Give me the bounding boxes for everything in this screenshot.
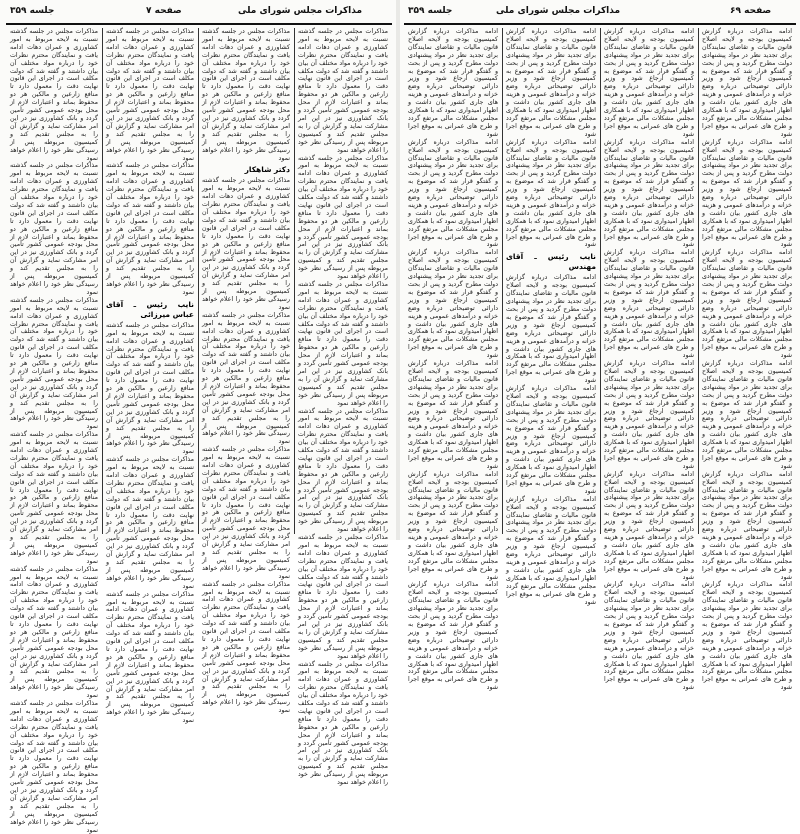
column-text: ادامه مذاکرات درباره گزارش کمیسیون بودجه و لایحه اصلاح قانون مالیات و تقاضای نمایندگان برای تجدید نظر در مواد پیشنهادی دولت مطرح گردید و پس از بحث و گفتگو قرار شد که موضوع به کمیسیون ارجاع شود و وزیر دارائی توضیحاتی درباره وضع خزانه و درآمدهای عمومی و هزینه های جاری کشور بیان داشت و اظهار امیدواری نمود که با همکاری مجلس مشکلات مالی مرتفع گردد و طرح های عمرانی به موقع اجرا شود [604,138,694,249]
column-text: مذاکرات مجلس در جلسه گذشته نسبت به لایحه مربوط به امور کشاورزی و عمران دهات ادامه یافت و نمایندگان محترم نظرات خود را درباره مواد مختلف آن بیان داشتند و گفته شد که دولت مکلف است در اجرای این قانون نهایت دقت را معمول دارد تا منافع زارعین و مالکین هر دو محفوظ بماند و اعتبارات لازم از محل بودجه عمومی کشور تأمین گردد و بانک کشاورزی نیز در این امر مشارکت نماید و گزارش آن را به مجلس تقدیم کند و کمیسیون مربوطه پس از رسیدگی نظر خود را اعلام خواهد نمود [298,281,388,407]
header-rule [6,23,392,25]
left-column-3 [202,28,290,715]
column-text: مذاکرات مجلس در جلسه گذشته نسبت به لایحه مربوط به امور کشاورزی و عمران دهات ادامه یافت و نمایندگان محترم نظرات خود را درباره مواد مختلف آن بیان داشتند و گفته شد که دولت مکلف است در اجرای این قانون نهایت دقت را معمول دارد تا منافع زارعین و مالکین هر دو محفوظ بماند و اعتبارات لازم از محل بودجه عمومی کشور تأمین گردد و بانک کشاورزی نیز در این امر مشارکت نماید و گزارش آن را به مجلس تقدیم کند و کمیسیون مربوطه پس از رسیدگی نظر خود را اعلام خواهد نمود [202,446,290,580]
column-text: ادامه مذاکرات درباره گزارش کمیسیون بودجه و لایحه اصلاح قانون مالیات و تقاضای نمایندگان برای تجدید نظر در مواد پیشنهادی دولت مطرح گردید و پس از بحث و گفتگو قرار شد که موضوع به کمیسیون ارجاع شود و وزیر دارائی توضیحاتی درباره وضع خزانه و درآمدهای عمومی و هزینه های جاری کشور بیان داشت و اظهار امیدواری نمود که با همکاری مجلس مشکلات مالی مرتفع گردد و طرح های عمرانی به موقع اجرا شود [408,470,498,581]
right-column-2 [506,28,596,606]
column-rule [102,28,103,534]
header-rule [404,23,796,25]
column-text: مذاکرات مجلس در جلسه گذشته نسبت به لایحه مربوط به امور کشاورزی و عمران دهات ادامه یافت و نمایندگان محترم نظرات خود را درباره مواد مختلف آن بیان داشتند و گفته شد که دولت مکلف است در اجرای این قانون نهایت دقت را معمول دارد تا منافع زارعین و مالکین هر دو محفوظ بماند و اعتبارات لازم از محل بودجه عمومی کشور تأمین گردد و بانک کشاورزی نیز در این امر مشارکت نماید و گزارش آن را به مجلس تقدیم کند و کمیسیون مربوطه پس از رسیدگی نظر خود را اعلام خواهد نمود [202,177,290,311]
right-page-number: صفحه ۶۹ [730,6,772,16]
column-text: مذاکرات مجلس در جلسه گذشته نسبت به لایحه مربوط به امور کشاورزی و عمران دهات ادامه یافت و نمایندگان محترم نظرات خود را درباره مواد مختلف آن بیان داشتند و گفته شد که دولت مکلف است در اجرای این قانون نهایت دقت را معمول دارد تا منافع زارعین و مالکین هر دو محفوظ بماند و اعتبارات لازم از محل بودجه عمومی کشور تأمین گردد و بانک کشاورزی نیز در این امر مشارکت نماید و گزارش آن را به مجلس تقدیم کند و کمیسیون مربوطه پس از رسیدگی نظر خود را اعلام خواهد نمود [298,154,388,281]
left-column-4 [298,28,388,787]
column-text: ادامه مذاکرات درباره گزارش کمیسیون بودجه و لایحه اصلاح قانون مالیات و تقاضای نمایندگان برای تجدید نظر در مواد پیشنهادی دولت مطرح گردید و پس از بحث و گفتگو قرار شد که موضوع به کمیسیون ارجاع شود و وزیر دارائی توضیحاتی درباره وضع خزانه و درآمدهای عمومی و هزینه های جاری کشور بیان داشت و اظهار امیدواری نمود که با همکاری مجلس مشکلات مالی مرتفع گردد و طرح های عمرانی به موقع اجرا شود [408,360,498,470]
right-page-title: مذاکرات مجلس شورای ملی [496,6,621,16]
column-text: مذاکرات مجلس در جلسه گذشته نسبت به لایحه مربوط به امور کشاورزی و عمران دهات ادامه یافت و نمایندگان محترم نظرات خود را درباره مواد مختلف آن بیان داشتند و گفته شد که دولت مکلف است در اجرای این قانون نهایت دقت را معمول دارد تا منافع زارعین و مالکین هر دو محفوظ بماند و اعتبارات لازم از محل بودجه عمومی کشور تأمین گردد و بانک کشاورزی نیز در این امر مشارکت نماید و گزارش آن را به مجلس تقدیم کند و کمیسیون مربوطه پس از رسیدگی نظر خود را اعلام خواهد نمود [10,28,98,162]
author-heading: دکتر شاهکار [244,165,290,175]
column-text: ادامه مذاکرات درباره گزارش کمیسیون بودجه و لایحه اصلاح قانون مالیات و تقاضای نمایندگان برای تجدید نظر در مواد پیشنهادی دولت مطرح گردید و پس از بحث و گفتگو قرار شد که موضوع به کمیسیون ارجاع شود و وزیر دارائی توضیحاتی درباره وضع خزانه و درآمدهای عمومی و هزینه های جاری کشور بیان داشت و اظهار امیدواری نمود که با همکاری مجلس مشکلات مالی مرتفع گردد و طرح های عمرانی به موقع اجرا شود [604,581,694,692]
speaker-heading: نایب رئیس ـ آقای مهندس [506,252,596,272]
column-text: مذاکرات مجلس در جلسه گذشته نسبت به لایحه مربوط به امور کشاورزی و عمران دهات ادامه یافت و نمایندگان محترم نظرات خود را درباره مواد مختلف آن بیان داشتند و گفته شد که دولت مکلف است در اجرای این قانون نهایت دقت را معمول دارد تا منافع زارعین و مالکین هر دو محفوظ بماند و اعتبارات لازم از محل بودجه عمومی کشور تأمین گردد و بانک کشاورزی نیز در این امر مشارکت نماید و گزارش آن را به مجلس تقدیم کند و کمیسیون مربوطه پس از رسیدگی نظر خود را اعلام خواهد نمود [298,28,388,154]
column-text: ادامه مذاکرات درباره گزارش کمیسیون بودجه و لایحه اصلاح قانون مالیات و تقاضای نمایندگان برای تجدید نظر در مواد پیشنهادی دولت مطرح گردید و پس از بحث و گفتگو قرار شد که موضوع به کمیسیون ارجاع شود و وزیر دارائی توضیحاتی درباره وضع خزانه و درآمدهای عمومی و هزینه های جاری کشور بیان داشت و اظهار امیدواری نمود که با همکاری مجلس مشکلات مالی مرتفع گردد و طرح های عمرانی به موقع اجرا شود [604,360,694,470]
column-text: مذاکرات مجلس در جلسه گذشته نسبت به لایحه مربوط به امور کشاورزی و عمران دهات ادامه یافت و نمایندگان محترم نظرات خود را درباره مواد مختلف آن بیان داشتند و گفته شد که دولت مکلف است در اجرای این قانون نهایت دقت را معمول دارد تا منافع زارعین و مالکین هر دو محفوظ بماند و اعتبارات لازم از محل بودجه عمومی کشور تأمین گردد و بانک کشاورزی نیز در این امر مشارکت نماید و گزارش آن را به مجلس تقدیم کند و کمیسیون مربوطه پس از رسیدگی نظر خود را اعلام خواهد نمود [202,311,290,446]
column-rule [600,28,601,534]
column-text: ادامه مذاکرات درباره گزارش کمیسیون بودجه و لایحه اصلاح قانون مالیات و تقاضای نمایندگان برای تجدید نظر در مواد پیشنهادی دولت مطرح گردید و پس از بحث و گفتگو قرار شد که موضوع به کمیسیون ارجاع شود و وزیر دارائی توضیحاتی درباره وضع خزانه و درآمدهای عمومی و هزینه های جاری کشور بیان داشت و اظهار امیدواری نمود که با همکاری مجلس مشکلات مالی مرتفع گردد و طرح های عمرانی به موقع اجرا شود [604,249,694,360]
left-column-2 [106,28,194,725]
column-text: ادامه مذاکرات درباره گزارش کمیسیون بودجه و لایحه اصلاح قانون مالیات و تقاضای نمایندگان برای تجدید نظر در مواد پیشنهادی دولت مطرح گردید و پس از بحث و گفتگو قرار شد که موضوع به کمیسیون ارجاع شود و وزیر دارائی توضیحاتی درباره وضع خزانه و درآمدهای عمومی و هزینه های جاری کشور بیان داشت و اظهار امیدواری نمود که با همکاری مجلس مشکلات مالی مرتفع گردد و طرح های عمرانی به موقع اجرا شود [506,28,596,138]
column-text: مذاکرات مجلس در جلسه گذشته نسبت به لایحه مربوط به امور کشاورزی و عمران دهات ادامه یافت و نمایندگان محترم نظرات خود را درباره مواد مختلف آن بیان داشتند و گفته شد که دولت مکلف است در اجرای این قانون نهایت دقت را معمول دارد تا منافع زارعین و مالکین هر دو محفوظ بماند و اعتبارات لازم از محل بودجه عمومی کشور تأمین گردد و بانک کشاورزی نیز در این امر مشارکت نماید و گزارش آن را به مجلس تقدیم کند و کمیسیون مربوطه پس از رسیدگی نظر خود را اعلام خواهد نمود [106,321,194,456]
column-text: ادامه مذاکرات درباره گزارش کمیسیون بودجه و لایحه اصلاح قانون مالیات و تقاضای نمایندگان برای تجدید نظر در مواد پیشنهادی دولت مطرح گردید و پس از بحث و گفتگو قرار شد که موضوع به کمیسیون ارجاع شود و وزیر دارائی توضیحاتی درباره وضع خزانه و درآمدهای عمومی و هزینه های جاری کشور بیان داشت و اظهار امیدواری نمود که با همکاری مجلس مشکلات مالی مرتفع گردد و طرح های عمرانی به موقع اجرا شود [408,138,498,249]
column-text: مذاکرات مجلس در جلسه گذشته نسبت به لایحه مربوط به امور کشاورزی و عمران دهات ادامه یافت و نمایندگان محترم نظرات خود را درباره مواد مختلف آن بیان داشتند و گفته شد که دولت مکلف است در اجرای این قانون نهایت دقت را معمول دارد تا منافع زارعین و مالکین هر دو محفوظ بماند و اعتبارات لازم از محل بودجه عمومی کشور تأمین گردد و بانک کشاورزی نیز در این امر مشارکت نماید و گزارش آن را به مجلس تقدیم کند و کمیسیون مربوطه پس از رسیدگی نظر خود را اعلام خواهد نمود [10,565,98,700]
left-page [6,4,392,834]
column-text: مذاکرات مجلس در جلسه گذشته نسبت به لایحه مربوط به امور کشاورزی و عمران دهات ادامه یافت و نمایندگان محترم نظرات خود را درباره مواد مختلف آن بیان داشتند و گفته شد که دولت مکلف است در اجرای این قانون نهایت دقت را معمول دارد تا منافع زارعین و مالکین هر دو محفوظ بماند و اعتبارات لازم از محل بودجه عمومی کشور تأمین گردد و بانک کشاورزی نیز در این امر مشارکت نماید و گزارش آن را به مجلس تقدیم کند و کمیسیون مربوطه پس از رسیدگی نظر خود را اعلام خواهد نمود [106,162,194,296]
column-text: ادامه مذاکرات درباره گزارش کمیسیون بودجه و لایحه اصلاح قانون مالیات و تقاضای نمایندگان برای تجدید نظر در مواد پیشنهادی دولت مطرح گردید و پس از بحث و گفتگو قرار شد که موضوع به کمیسیون ارجاع شود و وزیر دارائی توضیحاتی درباره وضع خزانه و درآمدهای عمومی و هزینه های جاری کشور بیان داشت و اظهار امیدواری نمود که با همکاری مجلس مشکلات مالی مرتفع گردد و طرح های عمرانی به موقع اجرا شود [408,581,498,692]
column-text: ادامه مذاکرات درباره گزارش کمیسیون بودجه و لایحه اصلاح قانون مالیات و تقاضای نمایندگان برای تجدید نظر در مواد پیشنهادی دولت مطرح گردید و پس از بحث و گفتگو قرار شد که موضوع به کمیسیون ارجاع شود و وزیر دارائی توضیحاتی درباره وضع خزانه و درآمدهای عمومی و هزینه های جاری کشور بیان داشت و اظهار امیدواری نمود که با همکاری مجلس مشکلات مالی مرتفع گردد و طرح های عمرانی به موقع اجرا شود [702,470,792,581]
right-column-3 [604,28,694,692]
column-text: ادامه مذاکرات درباره گزارش کمیسیون بودجه و لایحه اصلاح قانون مالیات و تقاضای نمایندگان برای تجدید نظر در مواد پیشنهادی دولت مطرح گردید و پس از بحث و گفتگو قرار شد که موضوع به کمیسیون ارجاع شود و وزیر دارائی توضیحاتی درباره وضع خزانه و درآمدهای عمومی و هزینه های جاری کشور بیان داشت و اظهار امیدواری نمود که با همکاری مجلس مشکلات مالی مرتفع گردد و طرح های عمرانی به موقع اجرا شود [506,274,596,385]
column-text: مذاکرات مجلس در جلسه گذشته نسبت به لایحه مربوط به امور کشاورزی و عمران دهات ادامه یافت و نمایندگان محترم نظرات خود را درباره مواد مختلف آن بیان داشتند و گفته شد که دولت مکلف است در اجرای این قانون نهایت دقت را معمول دارد تا منافع زارعین و مالکین هر دو محفوظ بماند و اعتبارات لازم از محل بودجه عمومی کشور تأمین گردد و بانک کشاورزی نیز در این امر مشارکت نماید و گزارش آن را به مجلس تقدیم کند و کمیسیون مربوطه پس از رسیدگی نظر خود را اعلام خواهد نمود [106,456,194,590]
column-text: ادامه مذاکرات درباره گزارش کمیسیون بودجه و لایحه اصلاح قانون مالیات و تقاضای نمایندگان برای تجدید نظر در مواد پیشنهادی دولت مطرح گردید و پس از بحث و گفتگو قرار شد که موضوع به کمیسیون ارجاع شود و وزیر دارائی توضیحاتی درباره وضع خزانه و درآمدهای عمومی و هزینه های جاری کشور بیان داشت و اظهار امیدواری نمود که با همکاری مجلس مشکلات مالی مرتفع گردد و طرح های عمرانی به موقع اجرا شود [702,249,792,360]
column-text: ادامه مذاکرات درباره گزارش کمیسیون بودجه و لایحه اصلاح قانون مالیات و تقاضای نمایندگان برای تجدید نظر در مواد پیشنهادی دولت مطرح گردید و پس از بحث و گفتگو قرار شد که موضوع به کمیسیون ارجاع شود و وزیر دارائی توضیحاتی درباره وضع خزانه و درآمدهای عمومی و هزینه های جاری کشور بیان داشت و اظهار امیدواری نمود که با همکاری مجلس مشکلات مالی مرتفع گردد و طرح های عمرانی به موقع اجرا شود [506,138,596,249]
right-column-4 [702,28,792,692]
column-text: مذاکرات مجلس در جلسه گذشته نسبت به لایحه مربوط به امور کشاورزی و عمران دهات ادامه یافت و نمایندگان محترم نظرات خود را درباره مواد مختلف آن بیان داشتند و گفته شد که دولت مکلف است در اجرای این قانون نهایت دقت را معمول دارد تا منافع زارعین و مالکین هر دو محفوظ بماند و اعتبارات لازم از محل بودجه عمومی کشور تأمین گردد و بانک کشاورزی نیز در این امر مشارکت نماید و گزارش آن را به مجلس تقدیم کند و کمیسیون مربوطه پس از رسیدگی نظر خود را اعلام خواهد نمود [106,590,194,725]
column-rule [698,28,699,534]
column-text: ادامه مذاکرات درباره گزارش کمیسیون بودجه و لایحه اصلاح قانون مالیات و تقاضای نمایندگان برای تجدید نظر در مواد پیشنهادی دولت مطرح گردید و پس از بحث و گفتگو قرار شد که موضوع به کمیسیون ارجاع شود و وزیر دارائی توضیحاتی درباره وضع خزانه و درآمدهای عمومی و هزینه های جاری کشور بیان داشت و اظهار امیدواری نمود که با همکاری مجلس مشکلات مالی مرتفع گردد و طرح های عمرانی به موقع اجرا شود [702,138,792,249]
column-rule [502,28,503,534]
column-text: ادامه مذاکرات درباره گزارش کمیسیون بودجه و لایحه اصلاح قانون مالیات و تقاضای نمایندگان برای تجدید نظر در مواد پیشنهادی دولت مطرح گردید و پس از بحث و گفتگو قرار شد که موضوع به کمیسیون ارجاع شود و وزیر دارائی توضیحاتی درباره وضع خزانه و درآمدهای عمومی و هزینه های جاری کشور بیان داشت و اظهار امیدواری نمود که با همکاری مجلس مشکلات مالی مرتفع گردد و طرح های عمرانی به موقع اجرا شود [702,360,792,470]
column-text: مذاکرات مجلس در جلسه گذشته نسبت به لایحه مربوط به امور کشاورزی و عمران دهات ادامه یافت و نمایندگان محترم نظرات خود را درباره مواد مختلف آن بیان داشتند و گفته شد که دولت مکلف است در اجرای این قانون نهایت دقت را معمول دارد تا منافع زارعین و مالکین هر دو محفوظ بماند و اعتبارات لازم از محل بودجه عمومی کشور تأمین گردد و بانک کشاورزی نیز در این امر مشارکت نماید و گزارش آن را به مجلس تقدیم کند و کمیسیون مربوطه پس از رسیدگی نظر خود را اعلام خواهد نمود [106,28,194,162]
column-text: ادامه مذاکرات درباره گزارش کمیسیون بودجه و لایحه اصلاح قانون مالیات و تقاضای نمایندگان برای تجدید نظر در مواد پیشنهادی دولت مطرح گردید و پس از بحث و گفتگو قرار شد که موضوع به کمیسیون ارجاع شود و وزیر دارائی توضیحاتی درباره وضع خزانه و درآمدهای عمومی و هزینه های جاری کشور بیان داشت و اظهار امیدواری نمود که با همکاری مجلس مشکلات مالی مرتفع گردد و طرح های عمرانی به موقع اجرا شود [408,249,498,360]
left-page-number: جلسه ۳۵۹ [10,6,55,16]
column-text: مذاکرات مجلس در جلسه گذشته نسبت به لایحه مربوط به امور کشاورزی و عمران دهات ادامه یافت و نمایندگان محترم نظرات خود را درباره مواد مختلف آن بیان داشتند و گفته شد که دولت مکلف است در اجرای این قانون نهایت دقت را معمول دارد تا منافع زارعین و مالکین هر دو محفوظ بماند و اعتبارات لازم از محل بودجه عمومی کشور تأمین گردد و بانک کشاورزی نیز در این امر مشارکت نماید و گزارش آن را به مجلس تقدیم کند و کمیسیون مربوطه پس از رسیدگی نظر خود را اعلام خواهد نمود [202,28,290,162]
column-text: مذاکرات مجلس در جلسه گذشته نسبت به لایحه مربوط به امور کشاورزی و عمران دهات ادامه یافت و نمایندگان محترم نظرات خود را درباره مواد مختلف آن بیان داشتند و گفته شد که دولت مکلف است در اجرای این قانون نهایت دقت را معمول دارد تا منافع زارعین و مالکین هر دو محفوظ بماند و اعتبارات لازم از محل بودجه عمومی کشور تأمین گردد و بانک کشاورزی نیز در این امر مشارکت نماید و گزارش آن را به مجلس تقدیم کند و کمیسیون مربوطه پس از رسیدگی نظر خود را اعلام خواهد نمود [10,162,98,296]
column-rule [198,28,199,534]
left-page-title: مذاکرات مجلس شورای ملی [238,6,363,16]
column-text: مذاکرات مجلس در جلسه گذشته نسبت به لایحه مربوط به امور کشاورزی و عمران دهات ادامه یافت و نمایندگان محترم نظرات خود را درباره مواد مختلف آن بیان داشتند و گفته شد که دولت مکلف است در اجرای این قانون نهایت دقت را معمول دارد تا منافع زارعین و مالکین هر دو محفوظ بماند و اعتبارات لازم از محل بودجه عمومی کشور تأمین گردد و بانک کشاورزی نیز در این امر مشارکت نماید و گزارش آن را به مجلس تقدیم کند و کمیسیون مربوطه پس از رسیدگی نظر خود را اعلام خواهد نمود [298,534,388,660]
right-page-header [404,6,796,24]
column-text: ادامه مذاکرات درباره گزارش کمیسیون بودجه و لایحه اصلاح قانون مالیات و تقاضای نمایندگان برای تجدید نظر در مواد پیشنهادی دولت مطرح گردید و پس از بحث و گفتگو قرار شد که موضوع به کمیسیون ارجاع شود و وزیر دارائی توضیحاتی درباره وضع خزانه و درآمدهای عمومی و هزینه های جاری کشور بیان داشت و اظهار امیدواری نمود که با همکاری مجلس مشکلات مالی مرتفع گردد و طرح های عمرانی به موقع اجرا شود [506,495,596,606]
column-text: ادامه مذاکرات درباره گزارش کمیسیون بودجه و لایحه اصلاح قانون مالیات و تقاضای نمایندگان برای تجدید نظر در مواد پیشنهادی دولت مطرح گردید و پس از بحث و گفتگو قرار شد که موضوع به کمیسیون ارجاع شود و وزیر دارائی توضیحاتی درباره وضع خزانه و درآمدهای عمومی و هزینه های جاری کشور بیان داشت و اظهار امیدواری نمود که با همکاری مجلس مشکلات مالی مرتفع گردد و طرح های عمرانی به موقع اجرا شود [604,470,694,581]
column-text: مذاکرات مجلس در جلسه گذشته نسبت به لایحه مربوط به امور کشاورزی و عمران دهات ادامه یافت و نمایندگان محترم نظرات خود را درباره مواد مختلف آن بیان داشتند و گفته شد که دولت مکلف است در اجرای این قانون نهایت دقت را معمول دارد تا منافع زارعین و مالکین هر دو محفوظ بماند و اعتبارات لازم از محل بودجه عمومی کشور تأمین گردد و بانک کشاورزی نیز در این امر مشارکت نماید و گزارش آن را به مجلس تقدیم کند و کمیسیون مربوطه پس از رسیدگی نظر خود را اعلام خواهد نمود [202,580,290,715]
column-text: مذاکرات مجلس در جلسه گذشته نسبت به لایحه مربوط به امور کشاورزی و عمران دهات ادامه یافت و نمایندگان محترم نظرات خود را درباره مواد مختلف آن بیان داشتند و گفته شد که دولت مکلف است در اجرای این قانون نهایت دقت را معمول دارد تا منافع زارعین و مالکین هر دو محفوظ بماند و اعتبارات لازم از محل بودجه عمومی کشور تأمین گردد و بانک کشاورزی نیز در این امر مشارکت نماید و گزارش آن را به مجلس تقدیم کند و کمیسیون مربوطه پس از رسیدگی نظر خود را اعلام خواهد نمود [298,660,388,787]
right-page-section: جلسه ۳۵۹ [408,6,453,16]
column-text: مذاکرات مجلس در جلسه گذشته نسبت به لایحه مربوط به امور کشاورزی و عمران دهات ادامه یافت و نمایندگان محترم نظرات خود را درباره مواد مختلف آن بیان داشتند و گفته شد که دولت مکلف است در اجرای این قانون نهایت دقت را معمول دارد تا منافع زارعین و مالکین هر دو محفوظ بماند و اعتبارات لازم از محل بودجه عمومی کشور تأمین گردد و بانک کشاورزی نیز در این امر مشارکت نماید و گزارش آن را به مجلس تقدیم کند و کمیسیون مربوطه پس از رسیدگی نظر خود را اعلام خواهد نمود [298,407,388,534]
left-page-header [6,6,392,24]
right-column-1 [408,28,498,692]
speaker-heading: نایب رئیس ـ آقای عباس میرزائی [106,299,194,319]
column-text: ادامه مذاکرات درباره گزارش کمیسیون بودجه و لایحه اصلاح قانون مالیات و تقاضای نمایندگان برای تجدید نظر در مواد پیشنهادی دولت مطرح گردید و پس از بحث و گفتگو قرار شد که موضوع به کمیسیون ارجاع شود و وزیر دارائی توضیحاتی درباره وضع خزانه و درآمدهای عمومی و هزینه های جاری کشور بیان داشت و اظهار امیدواری نمود که با همکاری مجلس مشکلات مالی مرتفع گردد و طرح های عمرانی به موقع اجرا شود [408,28,498,138]
left-page-section: صفحه ۷ [146,6,182,16]
column-text: مذاکرات مجلس در جلسه گذشته نسبت به لایحه مربوط به امور کشاورزی و عمران دهات ادامه یافت و نمایندگان محترم نظرات خود را درباره مواد مختلف آن بیان داشتند و گفته شد که دولت مکلف است در اجرای این قانون نهایت دقت را معمول دارد تا منافع زارعین و مالکین هر دو محفوظ بماند و اعتبارات لازم از محل بودجه عمومی کشور تأمین گردد و بانک کشاورزی نیز در این امر مشارکت نماید و گزارش آن را به مجلس تقدیم کند و کمیسیون مربوطه پس از رسیدگی نظر خود را اعلام خواهد نمود [10,431,98,565]
column-rule [294,28,295,534]
page-gutter [396,0,400,540]
column-text: مذاکرات مجلس در جلسه گذشته نسبت به لایحه مربوط به امور کشاورزی و عمران دهات ادامه یافت و نمایندگان محترم نظرات خود را درباره مواد مختلف آن بیان داشتند و گفته شد که دولت مکلف است در اجرای این قانون نهایت دقت را معمول دارد تا منافع زارعین و مالکین هر دو محفوظ بماند و اعتبارات لازم از محل بودجه عمومی کشور تأمین گردد و بانک کشاورزی نیز در این امر مشارکت نماید و گزارش آن را به مجلس تقدیم کند و کمیسیون مربوطه پس از رسیدگی نظر خود را اعلام خواهد نمود [10,700,98,834]
column-text: مذاکرات مجلس در جلسه گذشته نسبت به لایحه مربوط به امور کشاورزی و عمران دهات ادامه یافت و نمایندگان محترم نظرات خود را درباره مواد مختلف آن بیان داشتند و گفته شد که دولت مکلف است در اجرای این قانون نهایت دقت را معمول دارد تا منافع زارعین و مالکین هر دو محفوظ بماند و اعتبارات لازم از محل بودجه عمومی کشور تأمین گردد و بانک کشاورزی نیز در این امر مشارکت نماید و گزارش آن را به مجلس تقدیم کند و کمیسیون مربوطه پس از رسیدگی نظر خود را اعلام خواهد نمود [10,296,98,431]
right-page [404,4,796,692]
column-text: ادامه مذاکرات درباره گزارش کمیسیون بودجه و لایحه اصلاح قانون مالیات و تقاضای نمایندگان برای تجدید نظر در مواد پیشنهادی دولت مطرح گردید و پس از بحث و گفتگو قرار شد که موضوع به کمیسیون ارجاع شود و وزیر دارائی توضیحاتی درباره وضع خزانه و درآمدهای عمومی و هزینه های جاری کشور بیان داشت و اظهار امیدواری نمود که با همکاری مجلس مشکلات مالی مرتفع گردد و طرح های عمرانی به موقع اجرا شود [604,28,694,138]
column-text: ادامه مذاکرات درباره گزارش کمیسیون بودجه و لایحه اصلاح قانون مالیات و تقاضای نمایندگان برای تجدید نظر در مواد پیشنهادی دولت مطرح گردید و پس از بحث و گفتگو قرار شد که موضوع به کمیسیون ارجاع شود و وزیر دارائی توضیحاتی درباره وضع خزانه و درآمدهای عمومی و هزینه های جاری کشور بیان داشت و اظهار امیدواری نمود که با همکاری مجلس مشکلات مالی مرتفع گردد و طرح های عمرانی به موقع اجرا شود [702,581,792,692]
column-text: ادامه مذاکرات درباره گزارش کمیسیون بودجه و لایحه اصلاح قانون مالیات و تقاضای نمایندگان برای تجدید نظر در مواد پیشنهادی دولت مطرح گردید و پس از بحث و گفتگو قرار شد که موضوع به کمیسیون ارجاع شود و وزیر دارائی توضیحاتی درباره وضع خزانه و درآمدهای عمومی و هزینه های جاری کشور بیان داشت و اظهار امیدواری نمود که با همکاری مجلس مشکلات مالی مرتفع گردد و طرح های عمرانی به موقع اجرا شود [702,28,792,138]
left-column-1 [10,28,98,834]
column-text: ادامه مذاکرات درباره گزارش کمیسیون بودجه و لایحه اصلاح قانون مالیات و تقاضای نمایندگان برای تجدید نظر در مواد پیشنهادی دولت مطرح گردید و پس از بحث و گفتگو قرار شد که موضوع به کمیسیون ارجاع شود و وزیر دارائی توضیحاتی درباره وضع خزانه و درآمدهای عمومی و هزینه های جاری کشور بیان داشت و اظهار امیدواری نمود که با همکاری مجلس مشکلات مالی مرتفع گردد و طرح های عمرانی به موقع اجرا شود [506,385,596,495]
